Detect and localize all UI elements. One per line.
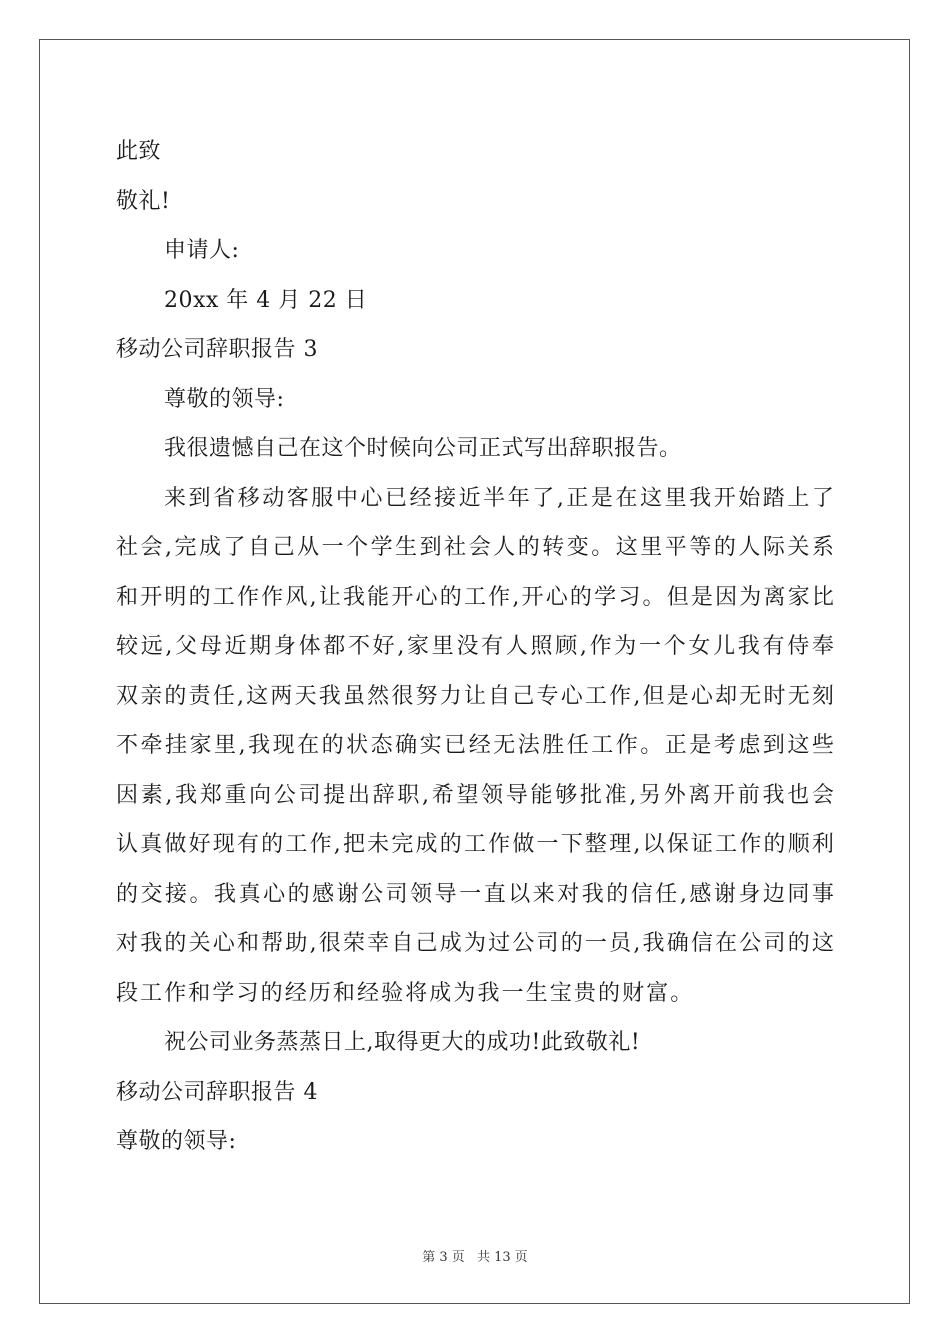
closing-line-1: 此致 bbox=[116, 139, 162, 164]
page-footer bbox=[0, 1246, 950, 1265]
report3-paragraph-2: 来到省移动客服中心已经接近半年了,正是在这里我开始踏上了社会,完成了自己从一个学生到社会人的转变。这里平等的人际关系和开明的工作作风,让我能开心的工作,开心的学习。但是因为离家比较远,父母近期身体都不好,家里没有人照顾,作为一个女儿我有侍奉双亲的责任,这两天我虽然很努力让自己专心工作,但是心却无时无刻不牵挂家里,我现在的状态确实已经无法胜任工作。正是考虑到这些因素,我郑重向公司提出辞职,希望领导能够批准,另外离开前我也会认真做好现有的工作,把未完成的工作做一下整理,以保证工作的顺利的交接。我真心的感谢公司领导一直以来对我的信任,感谢身边同事对我的关心和帮助,很荣幸自己成为过公司的一员,我确信在公司的这段工作和学习的经历和经验将成为我一生宝贵的财富。 bbox=[116, 485, 836, 1006]
report3-salutation: 尊敬的领导: bbox=[164, 386, 285, 412]
report3-title: 移动公司辞职报告 3 bbox=[116, 337, 318, 362]
report4-title: 移动公司辞职报告 4 bbox=[116, 1079, 318, 1105]
report3-paragraph-3: 祝公司业务蒸蒸日上,取得更大的成功!此致敬礼! bbox=[164, 1030, 641, 1055]
report3-paragraph-1: 我很遗憾自己在这个时候向公司正式写出辞职报告。 bbox=[164, 436, 682, 461]
page-total: 共 13 页 bbox=[476, 1250, 528, 1265]
applicant-label: 申请人: bbox=[164, 238, 240, 263]
letter-date: 20xx 年 4 月 22 日 bbox=[164, 287, 368, 313]
document-body bbox=[116, 127, 836, 1167]
report4-salutation: 尊敬的领导: bbox=[116, 1129, 237, 1154]
closing-line-2: 敬礼! bbox=[116, 188, 171, 214]
page-number: 第 3 页 bbox=[422, 1250, 465, 1265]
